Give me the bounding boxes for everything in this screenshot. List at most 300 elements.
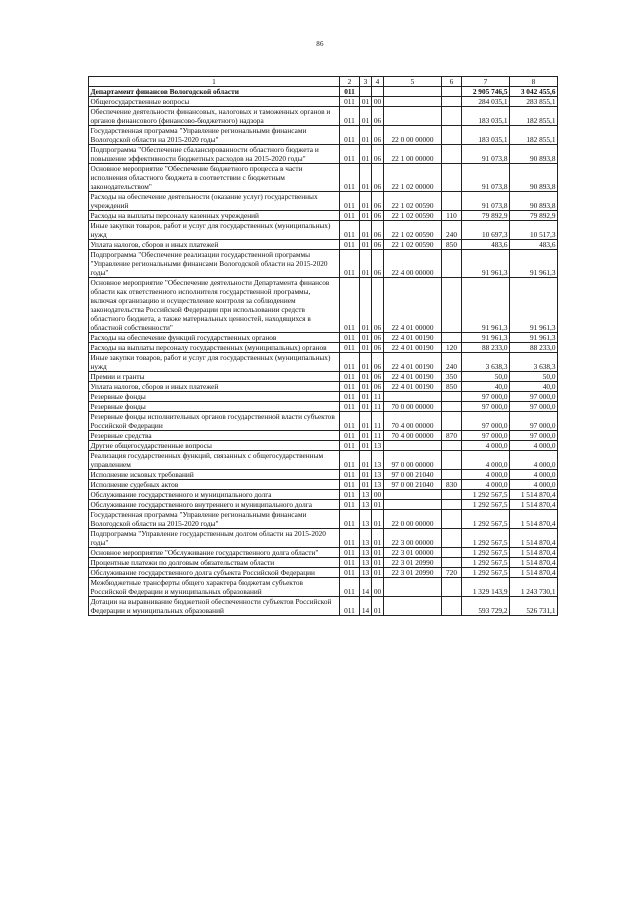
header-cell: 1 xyxy=(89,77,340,87)
table-row xyxy=(89,278,558,333)
row-amount-year-2: 1 514 870,4 xyxy=(510,548,558,558)
row-expense-type: 850 xyxy=(442,382,462,392)
row-amount-year-2: 90 893,8 xyxy=(510,164,558,192)
row-name: Основное мероприятие "Обеспечение бюджетного процесса в части исполнения областного бюджета в соответствии с бюджетным законодательством" xyxy=(89,164,340,192)
row-amount-year-2: 10 517,3 xyxy=(510,221,558,240)
row-target-article: 70 4 00 00000 xyxy=(384,431,442,441)
row-expense-type xyxy=(442,402,462,412)
row-subsection: 06 xyxy=(372,221,384,240)
row-subsection: 01 xyxy=(372,568,384,578)
table-row xyxy=(89,211,558,221)
table-row xyxy=(89,597,558,616)
table-row xyxy=(89,343,558,353)
row-amount-year-1: 183 035,1 xyxy=(462,107,510,126)
table-row xyxy=(89,451,558,470)
row-name: Премии и гранты xyxy=(89,372,340,382)
row-target-article: 22 3 01 00000 xyxy=(384,548,442,558)
row-section: 13 xyxy=(360,548,372,558)
row-name: Резервные средства xyxy=(89,431,340,441)
page-number: 86 xyxy=(316,40,324,48)
row-section: 01 xyxy=(360,240,372,250)
row-section: 01 xyxy=(360,392,372,402)
row-amount-year-1: 1 292 567,5 xyxy=(462,548,510,558)
table-row xyxy=(89,392,558,402)
row-name: Процентные платежи по долговым обязательствам области xyxy=(89,558,340,568)
row-admin-code: 011 xyxy=(340,164,360,192)
row-amount-year-2: 4 000,0 xyxy=(510,480,558,490)
row-amount-year-2: 3 638,3 xyxy=(510,353,558,372)
row-admin-code: 011 xyxy=(340,353,360,372)
row-expense-type xyxy=(442,192,462,211)
row-target-article: 22 4 00 00000 xyxy=(384,250,442,278)
header-cell: 5 xyxy=(384,77,442,87)
row-expense-type: 110 xyxy=(442,211,462,221)
row-target-article xyxy=(384,597,442,616)
row-admin-code: 011 xyxy=(340,240,360,250)
row-target-article: 97 0 00 21040 xyxy=(384,480,442,490)
row-target-article: 22 4 01 00190 xyxy=(384,353,442,372)
row-section: 01 xyxy=(360,343,372,353)
row-amount-year-2: 4 000,0 xyxy=(510,470,558,480)
row-admin-code: 011 xyxy=(340,192,360,211)
row-expense-type xyxy=(442,510,462,529)
row-target-article xyxy=(384,87,442,97)
table-header xyxy=(89,77,558,87)
table-row xyxy=(89,164,558,192)
row-amount-year-1: 1 292 567,5 xyxy=(462,568,510,578)
row-target-article: 22 0 00 00000 xyxy=(384,126,442,145)
row-expense-type xyxy=(442,578,462,597)
row-amount-year-1: 97 000,0 xyxy=(462,431,510,441)
row-amount-year-2: 526 731,1 xyxy=(510,597,558,616)
row-subsection: 06 xyxy=(372,107,384,126)
row-target-article: 22 1 02 00000 xyxy=(384,164,442,192)
row-section: 13 xyxy=(360,558,372,568)
row-name: Расходы на выплаты персоналу казенных учреждений xyxy=(89,211,340,221)
row-name: Подпрограмма "Обеспечение сбалансированности областного бюджета и повышение эффективности бюджетных расходов на 2015-2020 годы" xyxy=(89,145,340,164)
row-admin-code: 011 xyxy=(340,480,360,490)
row-subsection: 13 xyxy=(372,451,384,470)
row-admin-code: 011 xyxy=(340,250,360,278)
row-expense-type: 240 xyxy=(442,221,462,240)
row-section: 13 xyxy=(360,490,372,500)
row-target-article: 22 1 02 00590 xyxy=(384,192,442,211)
row-subsection: 11 xyxy=(372,392,384,402)
row-target-article: 22 1 02 00590 xyxy=(384,221,442,240)
row-section: 14 xyxy=(360,578,372,597)
table-row xyxy=(89,431,558,441)
row-subsection: 06 xyxy=(372,126,384,145)
row-admin-code: 011 xyxy=(340,278,360,333)
row-name: Иные закупки товаров, работ и услуг для государственных (муниципальных) нужд xyxy=(89,221,340,240)
row-amount-year-1: 1 292 567,5 xyxy=(462,529,510,548)
row-section xyxy=(360,87,372,97)
row-target-article: 22 4 01 00190 xyxy=(384,343,442,353)
row-amount-year-1: 593 729,2 xyxy=(462,597,510,616)
row-expense-type xyxy=(442,597,462,616)
row-admin-code: 011 xyxy=(340,441,360,451)
row-amount-year-1: 1 292 567,5 xyxy=(462,510,510,529)
row-admin-code: 011 xyxy=(340,145,360,164)
header-cell: 3 xyxy=(360,77,372,87)
table-row xyxy=(89,87,558,97)
row-expense-type xyxy=(442,333,462,343)
row-subsection: 11 xyxy=(372,412,384,431)
row-amount-year-1: 1 292 567,5 xyxy=(462,490,510,500)
row-subsection: 00 xyxy=(372,578,384,597)
row-amount-year-1: 91 961,3 xyxy=(462,333,510,343)
row-admin-code: 011 xyxy=(340,343,360,353)
row-expense-type xyxy=(442,490,462,500)
row-admin-code: 011 xyxy=(340,126,360,145)
row-expense-type xyxy=(442,278,462,333)
row-amount-year-1: 4 000,0 xyxy=(462,451,510,470)
row-amount-year-1: 91 961,3 xyxy=(462,278,510,333)
row-subsection: 06 xyxy=(372,145,384,164)
row-expense-type xyxy=(442,164,462,192)
row-amount-year-1: 1 329 143,9 xyxy=(462,578,510,597)
row-subsection: 06 xyxy=(372,333,384,343)
row-section: 01 xyxy=(360,211,372,221)
row-amount-year-1: 91 961,3 xyxy=(462,250,510,278)
row-target-article: 97 0 00 21040 xyxy=(384,470,442,480)
row-admin-code: 011 xyxy=(340,548,360,558)
row-section: 01 xyxy=(360,372,372,382)
row-name: Обеспечение деятельности финансовых, налоговых и таможенных органов и органов финансового (финансово-бюджетного) надзора xyxy=(89,107,340,126)
header-cell: 4 xyxy=(372,77,384,87)
row-admin-code: 011 xyxy=(340,529,360,548)
row-amount-year-1: 79 892,9 xyxy=(462,211,510,221)
row-admin-code: 011 xyxy=(340,87,360,97)
row-target-article: 22 4 01 00190 xyxy=(384,382,442,392)
row-amount-year-1: 91 073,8 xyxy=(462,164,510,192)
row-expense-type: 720 xyxy=(442,568,462,578)
table-row xyxy=(89,412,558,431)
row-amount-year-1: 4 000,0 xyxy=(462,480,510,490)
row-name: Реализация государственных функций, связанных с общегосударственным управлением xyxy=(89,451,340,470)
row-admin-code: 011 xyxy=(340,470,360,480)
row-subsection: 06 xyxy=(372,278,384,333)
row-subsection: 13 xyxy=(372,480,384,490)
row-name: Обслуживание государственного и муниципального долга xyxy=(89,490,340,500)
row-section: 01 xyxy=(360,431,372,441)
row-amount-year-2: 283 855,1 xyxy=(510,97,558,107)
budget-table xyxy=(88,76,558,616)
row-amount-year-1: 91 073,8 xyxy=(462,192,510,211)
row-amount-year-1: 284 035,1 xyxy=(462,97,510,107)
row-subsection: 06 xyxy=(372,372,384,382)
header-cell: 6 xyxy=(442,77,462,87)
table-row xyxy=(89,470,558,480)
table-row xyxy=(89,107,558,126)
table-row xyxy=(89,480,558,490)
row-amount-year-2: 483,6 xyxy=(510,240,558,250)
row-amount-year-1: 483,6 xyxy=(462,240,510,250)
row-admin-code: 011 xyxy=(340,451,360,470)
row-expense-type xyxy=(442,441,462,451)
table-row xyxy=(89,126,558,145)
row-name: Другие общегосударственные вопросы xyxy=(89,441,340,451)
row-expense-type xyxy=(442,529,462,548)
row-amount-year-1: 183 035,1 xyxy=(462,126,510,145)
row-amount-year-1: 2 905 746,5 xyxy=(462,87,510,97)
table-row xyxy=(89,353,558,372)
row-amount-year-1: 97 000,0 xyxy=(462,392,510,402)
row-subsection: 01 xyxy=(372,597,384,616)
row-section: 01 xyxy=(360,412,372,431)
row-amount-year-1: 3 638,3 xyxy=(462,353,510,372)
row-target-article xyxy=(384,392,442,402)
table-row xyxy=(89,372,558,382)
row-section: 01 xyxy=(360,145,372,164)
table-row xyxy=(89,221,558,240)
row-section: 01 xyxy=(360,402,372,412)
row-name: Обслуживание государственного внутреннего и муниципального долга xyxy=(89,500,340,510)
row-expense-type xyxy=(442,87,462,97)
row-target-article: 22 1 02 00590 xyxy=(384,211,442,221)
row-section: 13 xyxy=(360,568,372,578)
row-amount-year-1: 97 000,0 xyxy=(462,402,510,412)
row-amount-year-2: 4 000,0 xyxy=(510,451,558,470)
row-section: 01 xyxy=(360,278,372,333)
row-expense-type xyxy=(442,145,462,164)
row-name: Основное мероприятие "Обеспечение деятельности Департамента финансов области как ответственного исполнителя государственной программы, включая организацию и осуществление контроля за соблюдением законодательства Российской Федерации при использовании средств областного бюджета, а также материальных ценностей, находящихся в областной собственности" xyxy=(89,278,340,333)
row-name: Уплата налогов, сборов и иных платежей xyxy=(89,382,340,392)
row-section: 01 xyxy=(360,192,372,211)
row-name: Расходы на обеспечение деятельности (оказание услуг) государственных учреждений xyxy=(89,192,340,211)
row-section: 01 xyxy=(360,97,372,107)
table-row xyxy=(89,250,558,278)
row-amount-year-2: 1 514 870,4 xyxy=(510,500,558,510)
row-subsection: 06 xyxy=(372,343,384,353)
row-section: 01 xyxy=(360,250,372,278)
row-amount-year-2: 79 892,9 xyxy=(510,211,558,221)
row-subsection: 06 xyxy=(372,164,384,192)
row-amount-year-2: 91 961,3 xyxy=(510,333,558,343)
row-amount-year-1: 91 073,8 xyxy=(462,145,510,164)
row-amount-year-2: 1 514 870,4 xyxy=(510,510,558,529)
row-target-article: 22 4 01 00190 xyxy=(384,333,442,343)
row-expense-type: 240 xyxy=(442,353,462,372)
row-subsection: 01 xyxy=(372,529,384,548)
row-amount-year-2: 182 855,1 xyxy=(510,107,558,126)
row-amount-year-1: 97 000,0 xyxy=(462,412,510,431)
row-expense-type xyxy=(442,451,462,470)
header-cell: 8 xyxy=(510,77,558,87)
row-amount-year-2: 97 000,0 xyxy=(510,392,558,402)
row-subsection: 11 xyxy=(372,431,384,441)
row-name: Подпрограмма "Управление государственным долгом области на 2015-2020 годы" xyxy=(89,529,340,548)
row-expense-type xyxy=(442,250,462,278)
row-subsection: 01 xyxy=(372,510,384,529)
row-section: 01 xyxy=(360,164,372,192)
table-row xyxy=(89,192,558,211)
row-subsection: 06 xyxy=(372,211,384,221)
row-section: 01 xyxy=(360,333,372,343)
row-name: Основное мероприятие "Обслуживание государственного долга области" xyxy=(89,548,340,558)
row-admin-code: 011 xyxy=(340,382,360,392)
table-row xyxy=(89,490,558,500)
table-row xyxy=(89,382,558,392)
row-amount-year-2: 1 514 870,4 xyxy=(510,568,558,578)
row-amount-year-2: 91 961,3 xyxy=(510,250,558,278)
row-target-article: 70 0 00 00000 xyxy=(384,402,442,412)
table-body xyxy=(89,87,558,616)
row-subsection: 06 xyxy=(372,192,384,211)
row-section: 01 xyxy=(360,382,372,392)
row-amount-year-2: 97 000,0 xyxy=(510,431,558,441)
row-admin-code: 011 xyxy=(340,490,360,500)
row-name: Расходы на обеспечение функций государственных органов xyxy=(89,333,340,343)
table-row xyxy=(89,402,558,412)
row-admin-code: 011 xyxy=(340,107,360,126)
row-target-article: 70 4 00 00000 xyxy=(384,412,442,431)
row-subsection: 06 xyxy=(372,240,384,250)
row-target-article xyxy=(384,107,442,126)
row-name: Расходы на выплаты персоналу государственных (муниципальных) органов xyxy=(89,343,340,353)
row-section: 01 xyxy=(360,441,372,451)
row-target-article: 22 0 00 00000 xyxy=(384,510,442,529)
row-subsection: 01 xyxy=(372,558,384,568)
row-admin-code: 011 xyxy=(340,568,360,578)
row-target-article xyxy=(384,500,442,510)
row-target-article: 22 4 01 00190 xyxy=(384,372,442,382)
row-admin-code: 011 xyxy=(340,597,360,616)
row-section: 13 xyxy=(360,500,372,510)
header-cell: 2 xyxy=(340,77,360,87)
row-name: Общегосударственные вопросы xyxy=(89,97,340,107)
row-subsection: 01 xyxy=(372,548,384,558)
row-section: 01 xyxy=(360,107,372,126)
row-admin-code: 011 xyxy=(340,372,360,382)
row-subsection: 06 xyxy=(372,250,384,278)
row-subsection: 11 xyxy=(372,402,384,412)
row-section: 01 xyxy=(360,221,372,240)
row-expense-type: 350 xyxy=(442,372,462,382)
row-amount-year-1: 88 233,0 xyxy=(462,343,510,353)
row-target-article: 22 1 00 00000 xyxy=(384,145,442,164)
table-row xyxy=(89,500,558,510)
row-admin-code: 011 xyxy=(340,500,360,510)
row-amount-year-1: 40,0 xyxy=(462,382,510,392)
row-amount-year-2: 50,0 xyxy=(510,372,558,382)
row-amount-year-2: 182 855,1 xyxy=(510,126,558,145)
row-amount-year-2: 1 514 870,4 xyxy=(510,529,558,548)
row-admin-code: 011 xyxy=(340,392,360,402)
table-row xyxy=(89,333,558,343)
row-expense-type xyxy=(442,470,462,480)
row-amount-year-2: 90 893,8 xyxy=(510,145,558,164)
row-name: Департамент финансов Вологодской области xyxy=(89,87,340,97)
row-subsection: 13 xyxy=(372,441,384,451)
row-name: Иные закупки товаров, работ и услуг для государственных (муниципальных) нужд xyxy=(89,353,340,372)
row-target-article xyxy=(384,578,442,597)
row-expense-type xyxy=(442,392,462,402)
row-name: Резервные фонды xyxy=(89,392,340,402)
row-subsection xyxy=(372,87,384,97)
row-name: Государственная программа "Управление региональными финансами Вологодской области на 2015-2020 годы" xyxy=(89,510,340,529)
table-row xyxy=(89,441,558,451)
row-target-article: 22 3 00 00000 xyxy=(384,529,442,548)
row-admin-code: 011 xyxy=(340,333,360,343)
row-expense-type xyxy=(442,412,462,431)
row-section: 01 xyxy=(360,470,372,480)
row-expense-type xyxy=(442,548,462,558)
row-amount-year-2: 91 961,3 xyxy=(510,278,558,333)
row-admin-code: 011 xyxy=(340,211,360,221)
row-section: 01 xyxy=(360,126,372,145)
row-name: Государственная программа "Управление региональными финансами Вологодской области на 2015-2020 годы" xyxy=(89,126,340,145)
row-amount-year-2: 40,0 xyxy=(510,382,558,392)
row-subsection: 06 xyxy=(372,382,384,392)
row-target-article xyxy=(384,441,442,451)
row-subsection: 00 xyxy=(372,97,384,107)
row-expense-type: 870 xyxy=(442,431,462,441)
row-amount-year-2: 97 000,0 xyxy=(510,412,558,431)
row-admin-code: 011 xyxy=(340,578,360,597)
row-expense-type xyxy=(442,97,462,107)
table-row xyxy=(89,578,558,597)
row-name: Дотации на выравнивание бюджетной обеспеченности субъектов Российской Федерации и муниципальных образований xyxy=(89,597,340,616)
row-section: 01 xyxy=(360,480,372,490)
row-target-article: 97 0 00 00000 xyxy=(384,451,442,470)
table-row xyxy=(89,548,558,558)
row-amount-year-2: 1 514 870,4 xyxy=(510,490,558,500)
row-subsection: 13 xyxy=(372,470,384,480)
table-row xyxy=(89,529,558,548)
table-row xyxy=(89,240,558,250)
row-admin-code: 011 xyxy=(340,402,360,412)
row-subsection: 06 xyxy=(372,353,384,372)
header-cell: 7 xyxy=(462,77,510,87)
row-name: Уплата налогов, сборов и иных платежей xyxy=(89,240,340,250)
row-amount-year-1: 4 000,0 xyxy=(462,470,510,480)
table-row xyxy=(89,558,558,568)
row-expense-type xyxy=(442,500,462,510)
row-target-article xyxy=(384,97,442,107)
row-admin-code: 011 xyxy=(340,510,360,529)
row-name: Межбюджетные трансферты общего характера бюджетам субъектов Российской Федерации и муниципальных образований xyxy=(89,578,340,597)
row-section: 13 xyxy=(360,510,372,529)
row-amount-year-1: 4 000,0 xyxy=(462,441,510,451)
row-target-article: 22 3 01 20990 xyxy=(384,568,442,578)
row-target-article xyxy=(384,490,442,500)
row-name: Обслуживание государственного долга субъекта Российской Федерации xyxy=(89,568,340,578)
row-section: 13 xyxy=(360,529,372,548)
row-expense-type: 830 xyxy=(442,480,462,490)
row-expense-type xyxy=(442,558,462,568)
row-name: Исполнение судебных актов xyxy=(89,480,340,490)
table-row xyxy=(89,568,558,578)
row-name: Подпрограмма "Обеспечение реализации государственной программы "Управление региональными финансами Вологодской области на 2015-2020 годы" xyxy=(89,250,340,278)
row-admin-code: 011 xyxy=(340,97,360,107)
row-name: Резервные фонды xyxy=(89,402,340,412)
table-row xyxy=(89,145,558,164)
row-amount-year-2: 4 000,0 xyxy=(510,441,558,451)
row-expense-type: 850 xyxy=(442,240,462,250)
row-amount-year-1: 1 292 567,5 xyxy=(462,500,510,510)
row-admin-code: 011 xyxy=(340,558,360,568)
row-amount-year-2: 3 042 455,6 xyxy=(510,87,558,97)
row-admin-code: 011 xyxy=(340,221,360,240)
table-row xyxy=(89,510,558,529)
row-amount-year-2: 90 893,8 xyxy=(510,192,558,211)
row-expense-type xyxy=(442,126,462,145)
row-section: 01 xyxy=(360,353,372,372)
row-amount-year-1: 50,0 xyxy=(462,372,510,382)
row-expense-type xyxy=(442,107,462,126)
row-amount-year-2: 1 514 870,4 xyxy=(510,558,558,568)
